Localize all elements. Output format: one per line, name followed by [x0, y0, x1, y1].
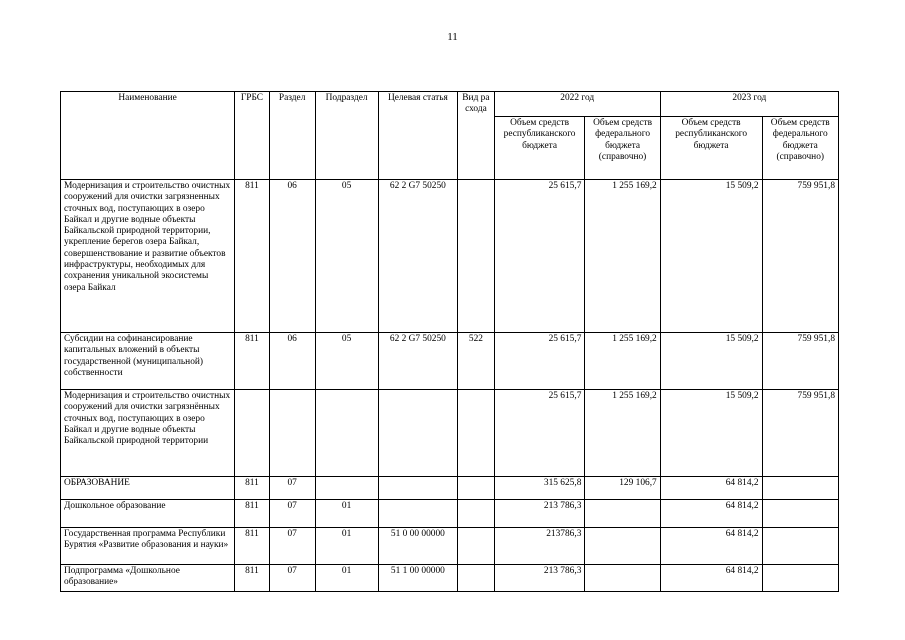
cell-fed-2022: 1 255 169,2 [585, 390, 660, 477]
table-row [61, 528, 839, 565]
cell-vid [458, 565, 495, 592]
cell-rep-2023: 64 814,2 [660, 500, 762, 528]
cell-rep-2022: 25 615,7 [494, 390, 585, 477]
header-grbs: ГРБС [235, 92, 270, 180]
cell-razdel [269, 390, 315, 477]
cell-podrazdel: 01 [315, 528, 378, 565]
cell-name: Подпрограмма «Дошкольное образование» [61, 565, 235, 592]
header-name: Наименование [61, 92, 235, 180]
cell-target [378, 390, 457, 477]
header-fed-2022: Объем средств федерального бюджета (справочно) [585, 117, 660, 180]
cell-target [378, 477, 457, 500]
cell-rep-2022: 213786,3 [494, 528, 585, 565]
cell-rep-2023: 15 509,2 [660, 390, 762, 477]
cell-grbs: 811 [235, 477, 270, 500]
cell-fed-2022: 129 106,7 [585, 477, 660, 500]
cell-name: ОБРАЗОВАНИЕ [61, 477, 235, 500]
cell-fed-2023: 759 951,8 [762, 333, 838, 390]
cell-vid: 522 [458, 333, 495, 390]
cell-name: Субсидии на софинансирование капитальных вложений в объекты государственной (муниципальной) собственности [61, 333, 235, 390]
cell-fed-2023: 759 951,8 [762, 390, 838, 477]
cell-fed-2023: 759 951,8 [762, 180, 838, 333]
cell-fed-2022 [585, 500, 660, 528]
cell-rep-2023: 15 509,2 [660, 180, 762, 333]
table-row [61, 180, 839, 333]
cell-fed-2022: 1 255 169,2 [585, 333, 660, 390]
cell-podrazdel [315, 477, 378, 500]
header-target: Целевая статья [378, 92, 457, 180]
cell-razdel: 06 [269, 333, 315, 390]
cell-rep-2023: 64 814,2 [660, 565, 762, 592]
page-number: 11 [447, 31, 458, 43]
cell-name: Дошкольное образование [61, 500, 235, 528]
cell-fed-2022 [585, 565, 660, 592]
cell-target [378, 500, 457, 528]
table-row [61, 390, 839, 477]
cell-razdel: 07 [269, 565, 315, 592]
cell-razdel: 07 [269, 477, 315, 500]
cell-grbs: 811 [235, 333, 270, 390]
table-row [61, 500, 839, 528]
cell-rep-2022: 213 786,3 [494, 565, 585, 592]
header-rep-2022: Объем средств республиканского бюджета [494, 117, 585, 180]
cell-vid [458, 390, 495, 477]
cell-vid [458, 477, 495, 500]
cell-fed-2023 [762, 565, 838, 592]
header-razdel: Раздел [269, 92, 315, 180]
cell-fed-2023 [762, 500, 838, 528]
cell-razdel: 07 [269, 500, 315, 528]
cell-name: Модернизация и строительство очистных сооружений для очистки загрязнённых сточных вод, поступающих в озеро Байкал и другие водные объекты Байкальской природной территории [61, 390, 235, 477]
cell-podrazdel: 05 [315, 333, 378, 390]
cell-rep-2023: 64 814,2 [660, 477, 762, 500]
cell-fed-2023 [762, 528, 838, 565]
cell-name: Модернизация и строительство очистных сооружений для очистки загрязненных сточных вод, поступающих в озеро Байкал и другие водные объекты Байкальской природной территории, укрепление берегов озера Байкал, совершенствование и развитие объектов инфраструктуры, необходимых для сохранения уникальной экосистемы озера Байкал [61, 180, 235, 333]
cell-razdel: 07 [269, 528, 315, 565]
header-podrazdel: Подраздел [315, 92, 378, 180]
cell-target: 62 2 G7 50250 [378, 180, 457, 333]
header-year-2022: 2022 год [494, 92, 660, 117]
cell-razdel: 06 [269, 180, 315, 333]
cell-vid [458, 180, 495, 333]
table-row [61, 565, 839, 592]
cell-grbs: 811 [235, 180, 270, 333]
header-fed-2023: Объем средств федерального бюджета (справочно) [762, 117, 838, 180]
table-row [61, 477, 839, 500]
cell-podrazdel [315, 390, 378, 477]
cell-grbs: 811 [235, 500, 270, 528]
header-vid: Вид расхода [458, 92, 495, 180]
cell-rep-2022: 315 625,8 [494, 477, 585, 500]
budget-table [60, 91, 839, 592]
header-row [61, 92, 839, 117]
cell-target: 51 0 00 00000 [378, 528, 457, 565]
cell-name: Государственная программа Республики Бурятия «Развитие образования и науки» [61, 528, 235, 565]
cell-vid [458, 500, 495, 528]
cell-podrazdel: 01 [315, 565, 378, 592]
cell-rep-2022: 213 786,3 [494, 500, 585, 528]
cell-rep-2022: 25 615,7 [494, 180, 585, 333]
cell-rep-2023: 15 509,2 [660, 333, 762, 390]
header-rep-2023: Объем средств республиканского бюджета [660, 117, 762, 180]
cell-rep-2022: 25 615,7 [494, 333, 585, 390]
cell-vid [458, 528, 495, 565]
cell-grbs: 811 [235, 565, 270, 592]
cell-fed-2023 [762, 477, 838, 500]
cell-rep-2023: 64 814,2 [660, 528, 762, 565]
cell-grbs [235, 390, 270, 477]
cell-podrazdel: 05 [315, 180, 378, 333]
cell-fed-2022: 1 255 169,2 [585, 180, 660, 333]
cell-grbs: 811 [235, 528, 270, 565]
cell-podrazdel: 01 [315, 500, 378, 528]
table-row [61, 333, 839, 390]
cell-fed-2022 [585, 528, 660, 565]
header-year-2023: 2023 год [660, 92, 838, 117]
cell-target: 51 1 00 00000 [378, 565, 457, 592]
cell-target: 62 2 G7 50250 [378, 333, 457, 390]
